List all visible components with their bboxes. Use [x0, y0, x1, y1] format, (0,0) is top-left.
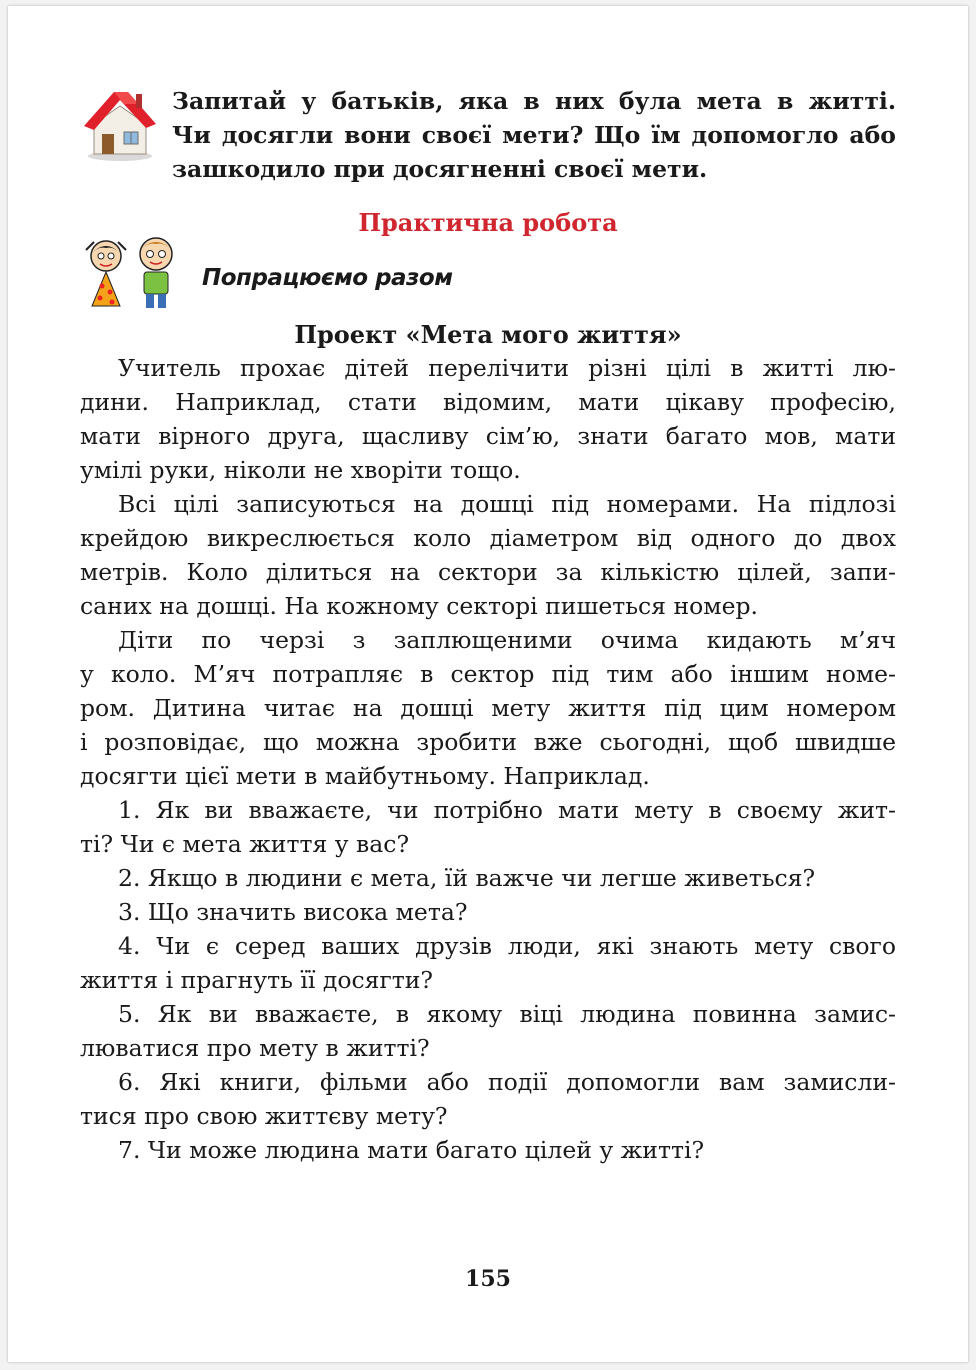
home-task-text [172, 84, 896, 186]
paragraph-line: ром. Дитина читає на дошці мету життя під цим номером [80, 694, 896, 722]
page [8, 6, 968, 1362]
paragraph-line: умілі руки, ніколи не хворіти тощо. [80, 456, 521, 484]
paragraph-line: досягти цієї мети в майбутньому. Наприклад. [80, 762, 650, 790]
paragraph-line: Учитель прохає дітей перелічити різні цілі в житті лю- [118, 354, 896, 382]
section-title: Практична робота [358, 208, 618, 237]
paragraph-line: саних на дошці. На кожному секторі пишеться номер. [80, 592, 758, 620]
together-heading: Попрацюємо разом [202, 265, 453, 291]
paragraph-line: у коло. М’яч потрапляє в сектор під тим або іншим номе- [80, 660, 896, 688]
question-line: 3. Що значить висока мета? [118, 898, 468, 926]
question-line: 4. Чи є серед ваших друзів люди, які знають мету свого [118, 932, 896, 960]
question-line: тися про свою життєву мету? [80, 1102, 448, 1130]
question-line: 5. Як ви вважаєте, в якому віці людина повинна замис- [118, 1000, 896, 1028]
paragraph-line: мати вірного друга, щасливу сім’ю, знати багато мов, мати [80, 422, 896, 450]
paragraph-line: дини. Наприклад, стати відомим, мати цікаву професію, [80, 388, 896, 416]
question-line: 2. Якщо в людини є мета, їй важче чи легше живеться? [118, 864, 816, 892]
question-line: 6. Які книги, фільми або події допомогли вам замисли- [118, 1068, 896, 1096]
question-line: життя і прагнуть її досягти? [80, 966, 434, 994]
question-line: ті? Чи є мета життя у вас? [80, 830, 410, 858]
question-line: люватися про мету в житті? [80, 1034, 430, 1062]
project-title: Проект «Мета мого життя» [294, 320, 682, 349]
body-text [80, 351, 896, 1167]
question-line: 1. Як ви вважаєте, чи потрібно мати мету в своєму жит- [118, 796, 896, 824]
paragraph-line: Всі цілі записуються на дошці під номерами. На підлозі [118, 490, 896, 518]
home-task-line: зашкодило при досягненні своєї мети. [172, 155, 708, 183]
house-icon [80, 84, 160, 164]
paragraph-line: метрів. Коло ділиться на сектори за кількістю цілей, запи- [80, 558, 896, 586]
paragraph-line: і розповідає, що можна зробити вже сьогодні, щоб швидше [80, 728, 896, 756]
paragraph-line: Діти по черзі з заплющеними очима кидають м’яч [118, 626, 896, 654]
two-kids-icon [80, 234, 190, 312]
question-line: 7. Чи може людина мати багато цілей у житті? [118, 1136, 705, 1164]
page-number: 155 [465, 1266, 511, 1292]
home-task-line: Запитай у батьків, яка в них була мета в житті. [172, 87, 896, 115]
paragraph-line: крейдою викреслюється коло діаметром від одного до двох [80, 524, 896, 552]
home-task-line: Чи досягли вони своєї мети? Що їм допомогло або [172, 121, 896, 149]
